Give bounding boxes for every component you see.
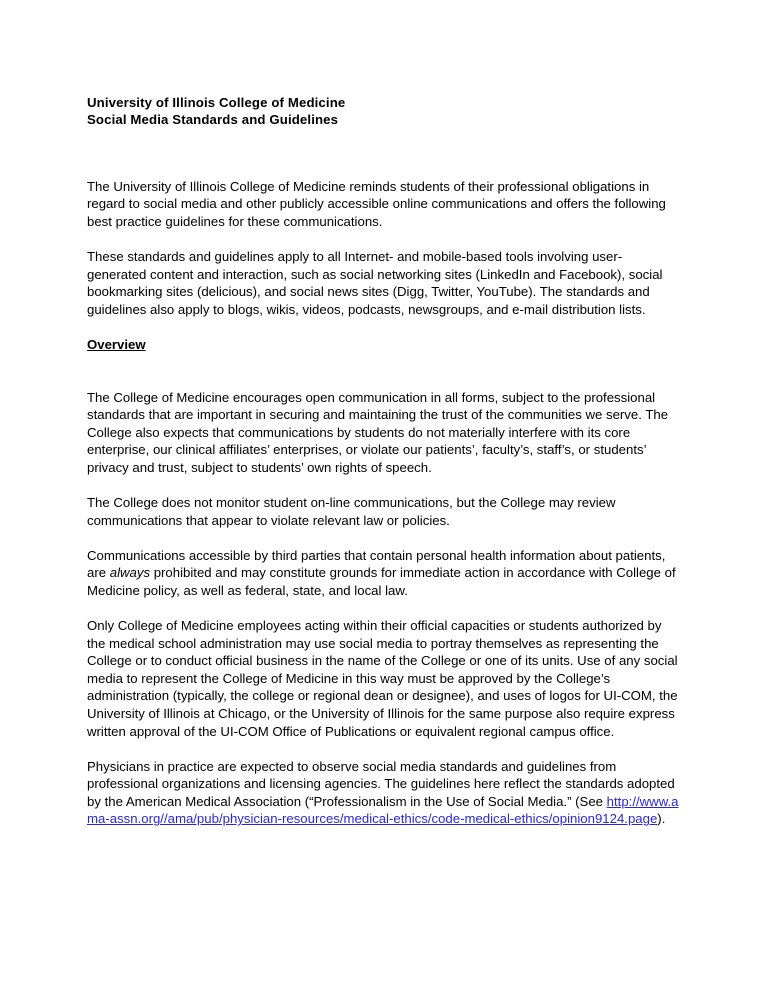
paragraph-scope: These standards and guidelines apply to all Internet- and mobile-based tools involving user-generated content and interaction, such as social networking sites (LinkedIn and Facebook), social bookmarking sites (delicious), and social news sites (Digg, Twitter, YouTube). The standards and guidelines also apply to blogs, wikis, videos, podcasts, newsgroups, and e-mail distribution lists. — [87, 249, 663, 317]
ama-policy-link[interactable]: http://www.ama-assn.org//ama/pub/physician-resources/medical-ethics/code-medical-ethics/opinion9124.page — [87, 793, 679, 827]
page-title — [87, 94, 680, 129]
document-body — [87, 178, 680, 828]
section-heading-overview-wrap — [87, 336, 680, 371]
phi-text-after: prohibited and may constitute grounds for immediate action in accordance with College of Medicine policy, as well as federal, state, and local law. — [87, 565, 676, 598]
ama-text-after: ). — [657, 811, 666, 827]
page-title-line-1: University of Illinois College of Medicine — [87, 95, 346, 110]
ama-text-before: Physicians in practice are expected to observe social media standards and guidelines from professional organizations and licensing agencies. The guidelines here reflect the standards adopted by the American Medical Association (“Professionalism in the Use of Social Media.” (See — [87, 758, 675, 809]
section-heading-overview: Overview — [87, 336, 146, 352]
paragraph-overview-2: The College does not monitor student on-line communications, but the College may review communications that appear to violate relevant law or policies. — [87, 495, 616, 528]
paragraph-overview-1: The College of Medicine encourages open communication in all forms, subject to the professional standards that are important in securing and maintaining the trust of the communities we serve. The College also expects that communications by students do not materially interfere with its core enterprise, our clinical affiliates’ enterprises, or violate our patients’, faculty’s, staff’s, or students’ privacy and trust, subject to students’ own rights of speech. — [87, 389, 669, 475]
paragraph-official-use: Only College of Medicine employees acting within their official capacities or students authorized by the medical school administration may use social media to portray themselves as representing the College or to conduct official business in the name of the College or one of its units. Use of any social media to represent the College of Medicine in this way must be approved by the College’s administration (typically, the college or regional dean or designee), and uses of logos for UI-COM, the University of Illinois at Chicago, or the University of Illinois for the same purpose also require express written approval of the UI-COM Office of Publications or equivalent regional campus office. — [87, 618, 678, 739]
paragraph-ama — [87, 758, 680, 828]
phi-text-before: Communications accessible by third parties that contain personal health information about patients, are — [87, 547, 666, 581]
paragraph-phi — [87, 547, 680, 600]
phi-emphasis-always: always — [109, 565, 151, 581]
page-title-line-2: Social Media Standards and Guidelines — [87, 112, 339, 128]
paragraph-intro: The University of Illinois College of Medicine reminds students of their professional obligations in regard to social media and other publicly accessible online communications and offers the following best practice guidelines for these communications. — [87, 178, 666, 229]
